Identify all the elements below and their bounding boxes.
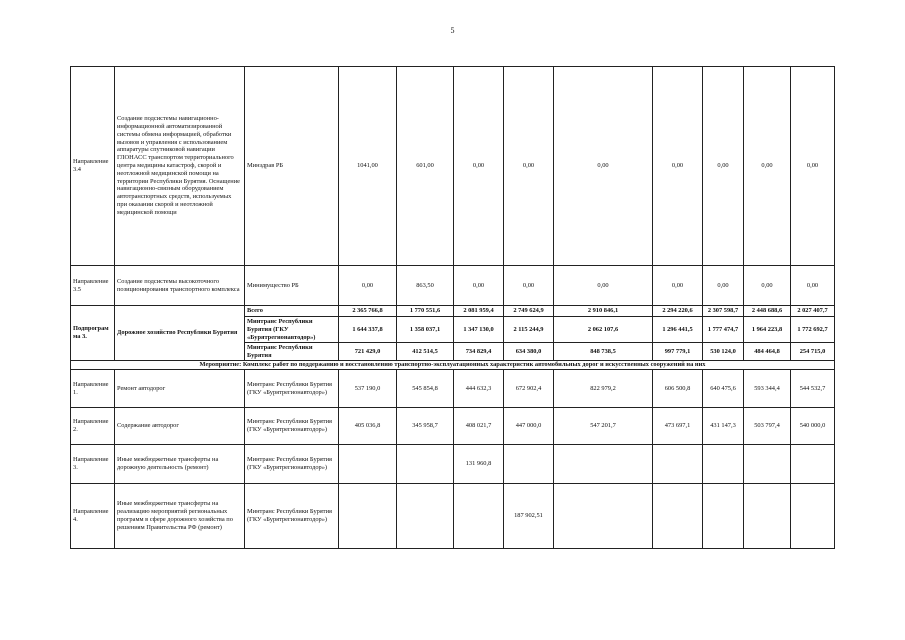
value-cell: 0,00 [791, 67, 835, 266]
value-cell [744, 483, 791, 548]
row-name: Содержание автодорог [115, 407, 245, 444]
value-cell [397, 445, 454, 483]
row-name: Ремонт автодорог [115, 370, 245, 407]
value-cell: 544 532,7 [791, 370, 835, 407]
value-cell [703, 483, 744, 548]
value-cell: 2 062 107,6 [554, 317, 653, 343]
row-executor: Минтранс Республики Бурятия (ГКУ «Бурятрегионавтодор») [245, 445, 339, 483]
value-cell: 0,00 [339, 265, 397, 306]
value-cell: 540 000,0 [791, 407, 835, 444]
page-number: 5 [450, 26, 455, 35]
value-cell: 601,00 [397, 67, 454, 266]
value-cell: 2 081 959,4 [454, 306, 504, 317]
value-cell: 822 979,2 [554, 370, 653, 407]
value-cell: 412 514,5 [397, 343, 454, 361]
subprogram-label: Подпрограмма 3. [71, 306, 115, 361]
value-cell: 606 500,8 [653, 370, 703, 407]
value-cell [339, 483, 397, 548]
value-cell [554, 483, 653, 548]
value-cell: 484 464,8 [744, 343, 791, 361]
value-cell: 1 770 551,6 [397, 306, 454, 317]
value-cell: 0,00 [504, 265, 554, 306]
row-label: Направление 1. [71, 370, 115, 407]
row-name: Создание подсистемы навигационно-информационной автоматизированной системы обмена информацией, обработки вызовов и управления с использованием аппаратуры спутниковой навигации ГЛОНАСС транспортом территориального центра медицины катастроф, скорой и неотложной медицинской помощи на территории Республики Бурятия. Оснащение навигационно-связным оборудованием автотранспортных средств, используемых при оказании скорой и неотложной медицинской помощи [115, 67, 245, 266]
value-cell [703, 445, 744, 483]
value-cell: 0,00 [744, 67, 791, 266]
value-cell: 547 201,7 [554, 407, 653, 444]
value-cell: 640 475,6 [703, 370, 744, 407]
value-cell [504, 445, 554, 483]
value-cell [554, 445, 653, 483]
value-cell: 634 380,0 [504, 343, 554, 361]
value-cell: 0,00 [791, 265, 835, 306]
subprogram-name: Дорожное хозяйство Республики Бурятия [115, 306, 245, 361]
value-cell: 530 124,0 [703, 343, 744, 361]
value-cell: 2 365 766,8 [339, 306, 397, 317]
value-cell: 131 960,8 [454, 445, 504, 483]
value-cell: 863,50 [397, 265, 454, 306]
value-cell: 2 749 624,9 [504, 306, 554, 317]
value-cell: 672 902,4 [504, 370, 554, 407]
value-cell [339, 445, 397, 483]
value-cell: 2 294 220,6 [653, 306, 703, 317]
table-row [71, 67, 835, 266]
row-label: Направление 3.4 [71, 67, 115, 266]
value-cell [397, 483, 454, 548]
value-cell: 721 429,0 [339, 343, 397, 361]
value-cell: 345 958,7 [397, 407, 454, 444]
row-executor: Всего [245, 306, 339, 317]
value-cell: 0,00 [744, 265, 791, 306]
value-cell: 1 358 037,1 [397, 317, 454, 343]
value-cell: 0,00 [554, 265, 653, 306]
value-cell: 2 027 407,7 [791, 306, 835, 317]
value-cell: 0,00 [653, 67, 703, 266]
value-cell: 254 715,0 [791, 343, 835, 361]
row-executor: Минтранс Республики Бурятия (ГКУ «Бурятрегионавтодор») [245, 483, 339, 548]
value-cell: 997 779,1 [653, 343, 703, 361]
value-cell: 408 021,7 [454, 407, 504, 444]
value-cell: 545 854,8 [397, 370, 454, 407]
value-cell: 187 902,51 [504, 483, 554, 548]
row-name: Иные межбюджетные трансферты на реализацию мероприятий региональных программ в сфере дорожного хозяйства по решениям Правительства РФ (ремонт) [115, 483, 245, 548]
value-cell: 0,00 [703, 67, 744, 266]
table-row [71, 265, 835, 306]
value-cell [454, 483, 504, 548]
value-cell: 2 448 688,6 [744, 306, 791, 317]
value-cell [791, 483, 835, 548]
value-cell: 1 644 337,8 [339, 317, 397, 343]
value-cell: 1041,00 [339, 67, 397, 266]
value-cell: 444 632,3 [454, 370, 504, 407]
table-row [71, 445, 835, 483]
value-cell: 0,00 [554, 67, 653, 266]
value-cell: 431 147,3 [703, 407, 744, 444]
row-executor: Минтранс Республики Бурятия (ГКУ «Бурятрегионавтодор») [245, 317, 339, 343]
value-cell [653, 445, 703, 483]
row-name: Создание подсистемы высокоточного позиционирования транспортного комплекса [115, 265, 245, 306]
value-cell: 405 036,8 [339, 407, 397, 444]
value-cell: 1 772 692,7 [791, 317, 835, 343]
table-row [71, 361, 835, 370]
row-label: Направление 3.5 [71, 265, 115, 306]
row-label: Направление 4. [71, 483, 115, 548]
value-cell: 1 347 130,0 [454, 317, 504, 343]
value-cell: 0,00 [653, 265, 703, 306]
row-label: Направление 2. [71, 407, 115, 444]
measure-heading: Мероприятие: Комплекс работ по поддержанию и восстановлению транспортно-эксплуатационных характеристик автомобильных дорог и искусственных сооружений на них [71, 361, 835, 370]
table-row [71, 306, 835, 317]
value-cell: 503 797,4 [744, 407, 791, 444]
value-cell [653, 483, 703, 548]
value-cell: 2 307 598,7 [703, 306, 744, 317]
row-name: Иные межбюджетные трансферты на дорожную деятельность (ремонт) [115, 445, 245, 483]
value-cell: 1 777 474,7 [703, 317, 744, 343]
value-cell: 0,00 [703, 265, 744, 306]
value-cell: 0,00 [454, 265, 504, 306]
row-executor: Минтранс Республики Бурятия [245, 343, 339, 361]
row-executor: Минтранс Республики Бурятия (ГКУ «Бурятрегионавтодор») [245, 370, 339, 407]
value-cell: 447 000,0 [504, 407, 554, 444]
value-cell: 2 910 846,1 [554, 306, 653, 317]
value-cell: 2 115 244,9 [504, 317, 554, 343]
row-executor: Минтранс Республики Бурятия (ГКУ «Бурятрегионавтодор») [245, 407, 339, 444]
value-cell: 1 964 223,8 [744, 317, 791, 343]
value-cell: 473 697,1 [653, 407, 703, 444]
value-cell: 0,00 [504, 67, 554, 266]
value-cell: 848 738,5 [554, 343, 653, 361]
value-cell: 593 344,4 [744, 370, 791, 407]
value-cell: 537 190,0 [339, 370, 397, 407]
row-label: Направление 3. [71, 445, 115, 483]
value-cell [744, 445, 791, 483]
row-executor: Минимущество РБ [245, 265, 339, 306]
value-cell [791, 445, 835, 483]
table-row [71, 370, 835, 407]
value-cell: 0,00 [454, 67, 504, 266]
value-cell: 1 296 441,5 [653, 317, 703, 343]
table-row [71, 407, 835, 444]
row-executor: Минздрав РБ [245, 67, 339, 266]
table-row [71, 483, 835, 548]
value-cell: 734 829,4 [454, 343, 504, 361]
budget-table [70, 66, 835, 549]
